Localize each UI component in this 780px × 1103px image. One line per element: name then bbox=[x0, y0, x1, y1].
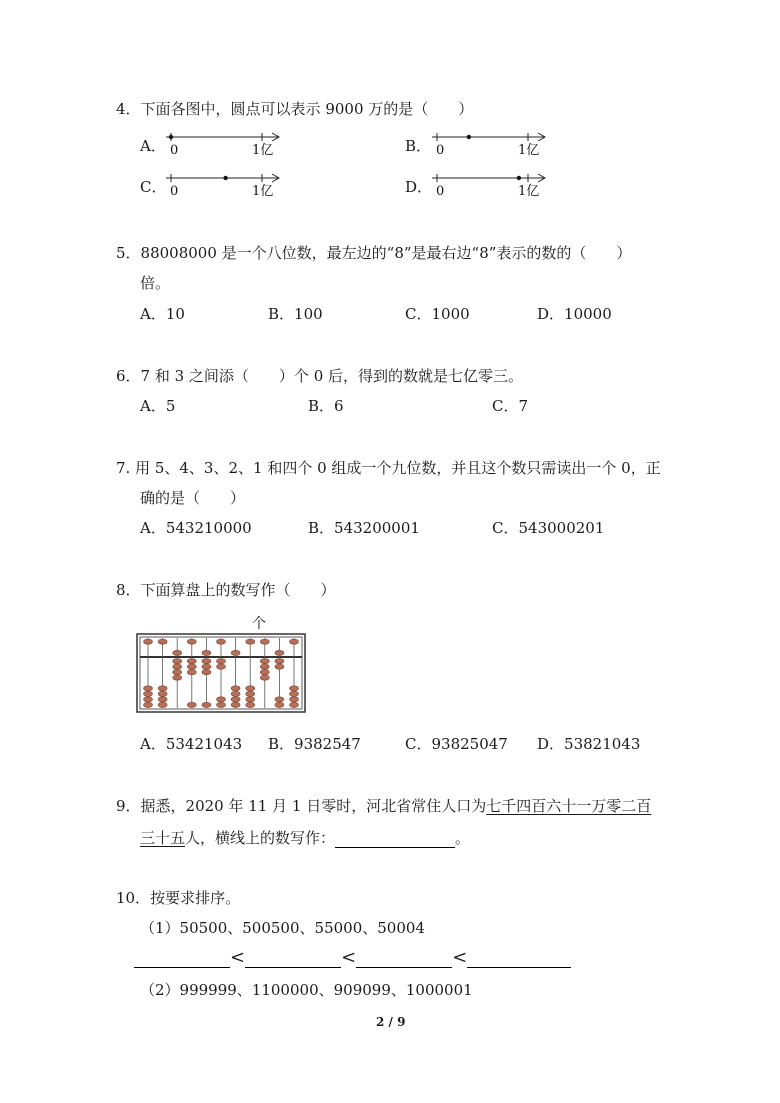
abacus-bead-lower bbox=[246, 691, 255, 696]
q10-sub1-answer-row bbox=[134, 948, 571, 968]
abacus-bead-upper bbox=[144, 639, 153, 644]
number-line-point bbox=[169, 135, 173, 139]
less-than-sign: < bbox=[230, 947, 246, 968]
q5-option-b[interactable]: B．100 bbox=[268, 305, 323, 323]
abacus-bead-lower bbox=[202, 664, 211, 669]
abacus-bead-upper bbox=[187, 639, 196, 644]
q6-stem: 6．7 和 3 之间添（ ）个 0 后，得到的数就是七亿零三。 bbox=[116, 367, 524, 385]
abacus-bead-lower bbox=[202, 659, 211, 664]
q8-option-b[interactable]: B．9382547 bbox=[268, 735, 361, 753]
q10-sub1: （1）50500、500500、55000、50004 bbox=[140, 919, 425, 937]
abacus-bead-lower bbox=[260, 664, 269, 669]
abacus-bead-lower bbox=[275, 664, 284, 669]
abacus-bead-lower bbox=[290, 702, 299, 707]
abacus-bead-lower bbox=[173, 664, 182, 669]
abacus-bead-lower bbox=[217, 659, 226, 664]
abacus-bead-lower bbox=[290, 686, 299, 691]
q9-suffix: 人，横线上的数写作： bbox=[185, 829, 336, 847]
abacus-bead-lower bbox=[260, 675, 269, 680]
q4-option-b-label[interactable]: B． bbox=[405, 137, 432, 155]
less-than-sign: < bbox=[341, 947, 357, 968]
q10-blank-4[interactable] bbox=[467, 951, 571, 968]
q5-option-a[interactable]: A．10 bbox=[140, 305, 185, 323]
q4-option-c-label[interactable]: C． bbox=[140, 178, 167, 196]
abacus-bead-upper bbox=[260, 639, 269, 644]
abacus-ones-label: 个 bbox=[252, 616, 266, 632]
abacus-bead-lower bbox=[144, 702, 153, 707]
q8-option-c[interactable]: C．93825047 bbox=[405, 735, 508, 753]
abacus-bead-lower bbox=[158, 691, 167, 696]
q5-stem-continued: 倍。 bbox=[140, 274, 171, 292]
abacus-bead-lower bbox=[290, 691, 299, 696]
abacus-bead-lower bbox=[217, 697, 226, 702]
q4-option-a-number-line bbox=[166, 130, 286, 158]
q7-option-b[interactable]: B．543200001 bbox=[308, 519, 420, 537]
abacus-bead-lower bbox=[187, 670, 196, 675]
abacus-bead-lower bbox=[158, 702, 167, 707]
abacus-bead-upper bbox=[231, 650, 240, 655]
abacus-bead-lower bbox=[202, 702, 211, 707]
q9-stem-continued bbox=[140, 828, 470, 848]
q9-end: 。 bbox=[455, 829, 471, 847]
q8-option-d[interactable]: D．53821043 bbox=[537, 735, 641, 753]
abacus-bead-lower bbox=[217, 702, 226, 707]
abacus-bead-lower bbox=[275, 659, 284, 664]
abacus-bead-upper bbox=[275, 650, 284, 655]
q7-stem-continued: 确的是（ ） bbox=[140, 489, 246, 507]
abacus bbox=[136, 633, 306, 713]
abacus-bead-lower bbox=[187, 664, 196, 669]
abacus-bead-lower bbox=[158, 686, 167, 691]
label-zero: 0 bbox=[170, 143, 179, 158]
abacus-bead-upper bbox=[202, 650, 211, 655]
abacus-bead-lower bbox=[231, 691, 240, 696]
q9-prefix: 9．据悉，2020 年 11 月 1 日零时，河北省常住人口为 bbox=[116, 797, 487, 815]
abacus-bead-lower bbox=[187, 702, 196, 707]
q10-sub2: （2）999999、1100000、909099、1000001 bbox=[140, 981, 473, 999]
q9-answer-blank[interactable] bbox=[335, 831, 455, 848]
number-line-point bbox=[517, 176, 521, 180]
q5-option-c[interactable]: C．1000 bbox=[405, 305, 470, 323]
label-one-hundred-million: 1亿 bbox=[252, 184, 274, 199]
abacus-bead-lower bbox=[290, 697, 299, 702]
q9-stem bbox=[116, 796, 651, 816]
q10-stem: 10．按要求排序。 bbox=[116, 889, 241, 907]
abacus-bead-lower bbox=[246, 686, 255, 691]
q10-blank-2[interactable] bbox=[245, 951, 341, 968]
q7-option-c[interactable]: C．543000201 bbox=[492, 519, 605, 537]
q8-option-a[interactable]: A．53421043 bbox=[140, 735, 243, 753]
q6-option-c[interactable]: C．7 bbox=[492, 397, 529, 415]
q4-option-d-number-line bbox=[432, 171, 552, 199]
q10-blank-1[interactable] bbox=[134, 951, 230, 968]
number-line-point bbox=[223, 176, 227, 180]
abacus-bead-lower bbox=[260, 659, 269, 664]
abacus-bead-lower bbox=[217, 664, 226, 669]
abacus-bead-lower bbox=[246, 702, 255, 707]
abacus-bead-lower bbox=[246, 697, 255, 702]
page-number: 2 / 9 bbox=[376, 1015, 406, 1029]
label-zero: 0 bbox=[170, 184, 179, 199]
abacus-bead-lower bbox=[231, 686, 240, 691]
q4-option-d-label[interactable]: D． bbox=[405, 178, 433, 196]
abacus-bead-lower bbox=[275, 702, 284, 707]
abacus-bead-lower bbox=[231, 697, 240, 702]
abacus-bead-upper bbox=[246, 639, 255, 644]
q9-underlined-number-text: 七千四百六十一万零二百 bbox=[486, 797, 652, 815]
q8-stem: 8．下面算盘上的数写作（ ） bbox=[116, 581, 336, 599]
abacus-bead-upper bbox=[158, 639, 167, 644]
abacus-bead-lower bbox=[173, 659, 182, 664]
label-one-hundred-million: 1亿 bbox=[518, 184, 540, 199]
abacus-bead-lower bbox=[144, 697, 153, 702]
number-line-point bbox=[467, 135, 471, 139]
abacus-bead-upper bbox=[173, 650, 182, 655]
abacus-bead-upper bbox=[290, 639, 299, 644]
abacus-bead-lower bbox=[202, 670, 211, 675]
q6-option-b[interactable]: B．6 bbox=[308, 397, 344, 415]
q7-option-a[interactable]: A．543210000 bbox=[140, 519, 252, 537]
q5-option-d[interactable]: D．10000 bbox=[537, 305, 612, 323]
q10-blank-3[interactable] bbox=[356, 951, 452, 968]
abacus-bead-upper bbox=[217, 639, 226, 644]
label-one-hundred-million: 1亿 bbox=[518, 143, 540, 158]
q6-option-a[interactable]: A．5 bbox=[140, 397, 176, 415]
q5-stem: 5．88008000 是一个八位数，最左边的“8”是最右边“8”表示的数的（ ） bbox=[116, 244, 632, 262]
abacus-figure bbox=[136, 633, 306, 713]
abacus-bead-lower bbox=[158, 697, 167, 702]
q4-option-c-number-line bbox=[166, 171, 286, 199]
abacus-bead-lower bbox=[144, 686, 153, 691]
abacus-bead-lower bbox=[144, 691, 153, 696]
less-than-sign: < bbox=[452, 947, 468, 968]
abacus-bead-lower bbox=[260, 670, 269, 675]
abacus-bead-lower bbox=[187, 659, 196, 664]
abacus-bead-lower bbox=[231, 702, 240, 707]
q9-underlined-number-text-end: 三十五 bbox=[140, 829, 186, 847]
abacus-bead-lower bbox=[173, 675, 182, 680]
q4-stem: 4．下面各图中，圆点可以表示 9000 万的是（ ） bbox=[116, 100, 474, 118]
label-zero: 0 bbox=[436, 143, 445, 158]
label-zero: 0 bbox=[436, 184, 445, 199]
label-one-hundred-million: 1亿 bbox=[252, 143, 274, 158]
q7-stem: 7. 用 5、4、3、2、1 和四个 0 组成一个九位数，并且这个数只需读出一个 0，正 bbox=[116, 459, 661, 477]
q4-option-b-number-line bbox=[432, 130, 552, 158]
abacus-bead-lower bbox=[275, 697, 284, 702]
q4-option-a-label[interactable]: A． bbox=[140, 137, 166, 155]
abacus-bead-lower bbox=[173, 670, 182, 675]
